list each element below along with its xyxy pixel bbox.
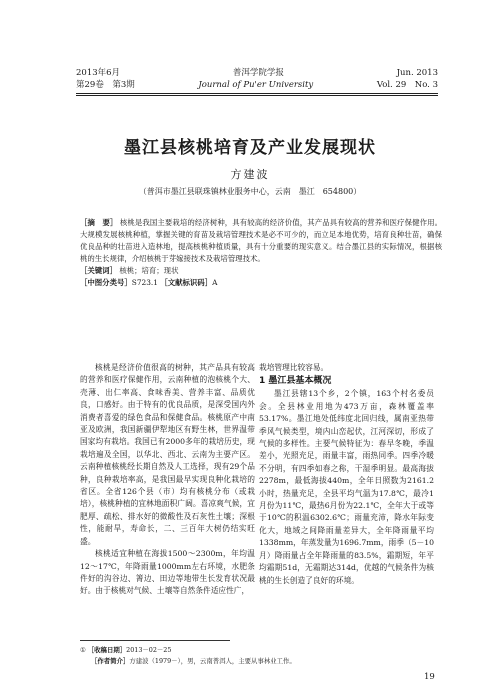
- body-paragraph: 核桃适宜种植在海拔1500～2300m，年均温12～17℃，年降雨量1000mm左右环境，水肥条件好的沟谷边、箐边、田边等地带生长发育状况最好。由于核桃对气候、土壤等自然条件适应性广，: [80, 549, 255, 596]
- author-affiliation: （普洱市墨江县联珠镇林业服务中心，云南 墨江 654800）: [138, 187, 362, 196]
- header-rule-bottom: [76, 95, 438, 96]
- header-volume: 第29卷 第3期: [76, 80, 135, 90]
- header-date: 2013年6月: [76, 68, 121, 78]
- author-name: 方建波: [230, 168, 270, 181]
- keywords-line: [80, 265, 442, 277]
- footnote-rule: [80, 640, 230, 641]
- keywords-value: 核桃；培育；现状: [119, 266, 179, 276]
- classification-line: [80, 277, 442, 289]
- body-paragraph: 核桃是经济价值很高的树种，其产品具有较高的营养和医疗保健作用，云南种植的泡核桃个大、壳薄、出仁率高、食味香美、营养丰富、品质优良，口感好。由于特有的优良品质，是深受国内外消费者喜爱的绿色食品和保健食品。核桃原产中南亚及欧洲，我国新疆伊犁地区有野生林，世界温带国家均有栽培。我国已有2000多年的栽培历史，现栽培遍及全国，以华北、西北、云南为主要产区。云南种植核桃经长期自然及人工选择，现有29个品种，良种栽培率高，是我国最早实现良种化栽培的省区。全省126个县（市）均有核桃分布（或栽培），核桃种植的宜林地面积广阔。喜凉爽气候，宜肥厚、疏松、排水好的微酸性及石灰性土壤；深根性，能耐旱，寿命长，二、三百年大树仍结实旺盛。: [80, 363, 255, 546]
- section-heading: 1 墨江县基本概况: [259, 376, 332, 387]
- clc-label: ［中图分类号］: [80, 278, 132, 288]
- received-label: ［收稿日期］: [87, 646, 127, 654]
- abstract-paragraph: [80, 217, 442, 265]
- abstract-label: ［摘 要］: [80, 218, 118, 227]
- running-header: [76, 67, 438, 91]
- doc-code-label: ［文献标识码］: [160, 278, 213, 288]
- abstract-block: [80, 217, 442, 329]
- bio-text: 方建波（1979－），男，云南普洱人，主要从事林业工作。: [129, 657, 296, 665]
- doc-code-value: A: [212, 278, 218, 288]
- header-journal-en: Journal of Pu'er University: [198, 80, 314, 90]
- header-rule-top: [76, 93, 438, 94]
- body-column-left: [80, 362, 255, 598]
- footnote-marker: ①: [80, 646, 86, 654]
- clc-value: S723.1: [131, 278, 158, 288]
- footnote-received: [80, 645, 440, 656]
- body-paragraph: 墨江县辖13个乡，2个镇，163个村名委员会。全县林业用地为473万亩，森林覆盖率53.17%。墨江地处低纬度北回归线，属南亚热带季风气候类型，境内山峦起伏，江河深切，形成了气候的多样性。主要气候特征为：春早冬晚，季温差小，光照充足，雨量丰富，雨热同季。四季冷暖不分明，有四季如春之称，干湿季明显。最高海拔2278m，最低海拔440m，全年日照数为2161.2小时，热量充足，全县平均气温为17.8℃，最冷1月份为11℃，最热6月份为22.1℃，全年大于或等于10℃的积温6302.6℃；雨量充沛，降水年际变化大，地域之间降雨量差异大，全年降雨量平均1338mm，年蒸发量为1696.7mm，雨季（5－10月）降雨量占全年降雨量的83.5%，霜期短，年平均霜期51d，无霜期达314d，优越的气候条件为核桃的生长创造了良好的环境。: [259, 389, 434, 585]
- header-volume-en: Vol. 29 No. 3: [376, 80, 438, 90]
- article-title: 墨江县核桃培育及产业发展现状: [124, 138, 376, 158]
- received-date: 2013－02－25: [126, 646, 172, 654]
- page-number: 19: [424, 672, 435, 682]
- footnote-bio: [80, 656, 440, 667]
- abstract-text: 核桃是我国主要栽培的经济树种，具有较高的经济价值，其产品具有较高的营养和医疗保健作用。大规模发展核桃种植，掌握关键的育苗及栽培管理技术是必不可少的，而立足本地优势，培育良种壮苗，确保优良品种的壮苗进入造林地，提高核桃种植质量，具有十分重要的现实意义。结合墨江县的实际情况，根据核桃的生长规律，介绍核桃于芽嫁接技术及栽培管理技术。: [80, 218, 442, 264]
- body-column-right: [259, 362, 434, 587]
- keywords-label: ［关键词］: [80, 266, 117, 276]
- header-journal-cn: 普洱学院学报: [232, 68, 284, 78]
- bio-label: ［作者简介］: [91, 657, 130, 665]
- header-date-en: Jun. 2013: [396, 68, 438, 78]
- body-paragraph: 栽培管理比较容易。: [259, 363, 329, 372]
